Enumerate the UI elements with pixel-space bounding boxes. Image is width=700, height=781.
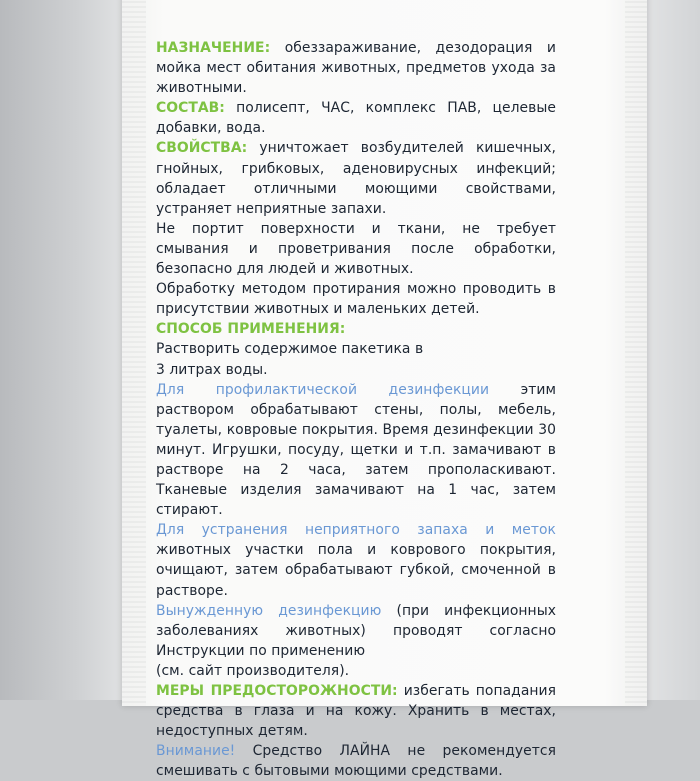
background-left bbox=[0, 0, 130, 700]
warning-section bbox=[156, 741, 556, 781]
precautions-section bbox=[156, 681, 556, 741]
forced-label: Вынужденную дезинфекцию bbox=[156, 602, 382, 619]
usage-line-1: Растворить содержимое пакетика в bbox=[156, 341, 424, 358]
prophylactic-text: этим раствором обрабатывают стены, полы, мебель, туалеты, ковровые покрытия. Время дезинфекции 30 минут. Игрушки, посуду, щетки и т.п. замачивают в растворе на 2 часа, затем прополаскивают. Тканевые изделия замачивают на 1 час, затем стирают. bbox=[156, 381, 557, 519]
purpose-heading: НАЗНАЧЕНИЕ: bbox=[156, 40, 271, 56]
prophylactic-label: Для профилактической дезинфекции bbox=[156, 381, 490, 398]
precautions-heading: МЕРЫ ПРЕДОСТОРОЖНОСТИ: bbox=[156, 683, 398, 699]
precautions-text: избегать попадания средства в глаза и на кожу. Хранить в местах, недоступных детям. bbox=[156, 683, 556, 740]
composition-heading: СОСТАВ: bbox=[156, 100, 225, 117]
properties-paragraph-2: Не портит поверхности и ткани, не требует смывания и проветривания после обработки, безопасно для людей и животных. bbox=[156, 220, 556, 278]
warning-text: Средство ЛАЙНА не рекомендуется смешивать с бытовыми моющими средствами. bbox=[156, 743, 556, 780]
purpose-text: обеззараживание, дезодорация и мойка мест обитания животных, предметов ухода за животными. bbox=[156, 40, 556, 97]
usage-heading: СПОСОБ ПРИМЕНЕНИЯ: bbox=[156, 321, 346, 338]
composition-text: полисепт, ЧАС, комплекс ПАВ, целевые добавки, вода. bbox=[156, 100, 556, 137]
sachet-seal-left bbox=[122, 0, 146, 706]
forced-paragraph bbox=[156, 601, 556, 661]
odor-label: Для устранения неприятного запаха и меток bbox=[156, 522, 556, 539]
prophylactic-paragraph bbox=[156, 380, 556, 521]
odor-paragraph bbox=[156, 520, 556, 600]
purpose-section bbox=[156, 38, 556, 98]
sachet-seal-right bbox=[625, 0, 647, 706]
forced-note: (см. сайт производителя). bbox=[156, 662, 350, 679]
properties-paragraph-3: Обработку методом протирания можно проводить в присутствии животных и маленьких детей. bbox=[156, 281, 556, 318]
forced-text: (при инфекционных заболеваниях животных) проводят согласно Инструкции по применению bbox=[156, 602, 556, 659]
usage-line-2: 3 литрах воды. bbox=[156, 361, 268, 378]
odor-text: животных участки пола и коврового покрытия, очищают, затем обрабатывают губкой, смоченной в растворе. bbox=[156, 542, 556, 599]
properties-text: уничтожает возбудителей кишечных, гнойных, грибковых, аденовирусных инфекций; обладает отличными моющими свойствами, устраняет неприятные запахи. bbox=[156, 140, 556, 217]
usage-heading-line bbox=[156, 319, 556, 339]
properties-heading: СВОЙСТВА: bbox=[156, 140, 248, 157]
composition-section bbox=[156, 98, 556, 138]
properties-section bbox=[156, 138, 556, 218]
warning-label: Внимание! bbox=[156, 743, 236, 760]
label-text-block bbox=[156, 38, 556, 781]
